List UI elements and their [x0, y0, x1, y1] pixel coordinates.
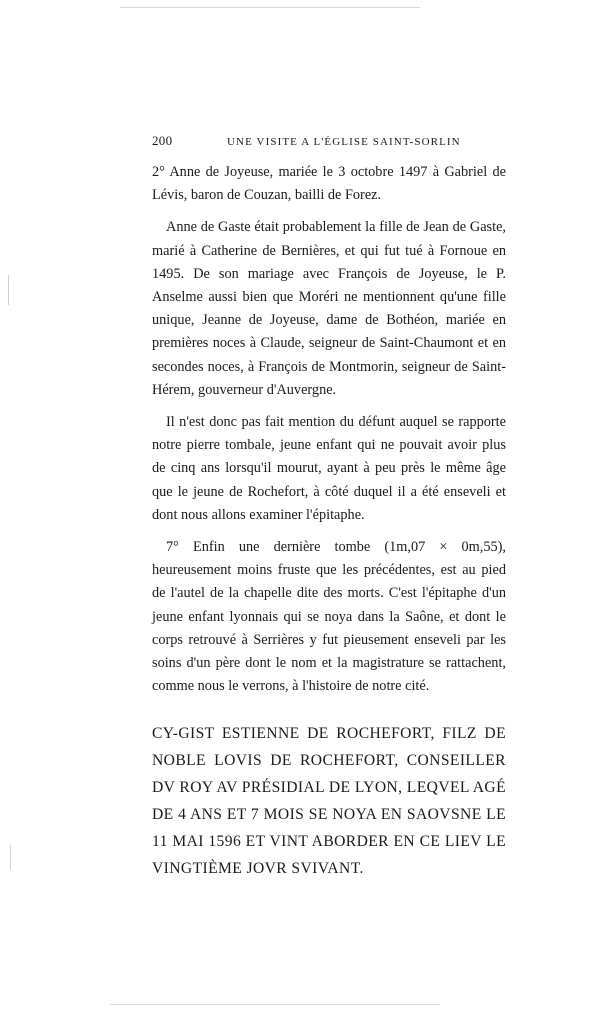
scan-artifact-left-lower [10, 845, 11, 870]
paragraph-3: Il n'est donc pas fait mention du défunt auquel se rapporte notre pierre tombale, jeune enfant qui ne pouvait avoir plus de cinq ans lorsqu'il mourut, ayant à peu près le même âge que le jeune de Rochefort, à côté duquel il a été enseveli et dont nous allons examiner l'épitaphe. [152, 414, 506, 523]
epitaph: CY-GIST ESTIENNE DE ROCHEFORT, FILZ DE NOBLE LOVIS DE ROCHEFORT, CONSEILLER DV ROY AV PRÉSIDIAL DE LYON, LEQVEL AGÉ DE 4 ANS ET 7 MOIS SE NOYA EN SAOVSNE LE 11 MAI 1596 ET VINT ABORDER EN CE LIEV LE VINGTIÈME JOVR SVIVANT. [152, 725, 506, 878]
book-page [152, 133, 506, 898]
paragraph-4: 7° Enfin une dernière tombe (1m,07 × 0m,55), heureusement moins fruste que les précédentes, est au pied de l'autel de la chapelle dite des morts. C'est l'épitaphe d'un jeune enfant lyonnais qui se noya dans la Saône, et dont le corps retrouvé à Serrières y fut pieusement enseveli par les soins d'un père dont le nom et la magistrature se rattachent, comme nous le verrons, à l'histoire de notre cité. [152, 539, 506, 695]
scan-artifact-top [120, 7, 420, 8]
scan-artifact-bottom [110, 1004, 440, 1005]
page-number: 200 [152, 133, 173, 148]
running-title: UNE VISITE A L'ÉGLISE SAINT-SORLIN [227, 136, 461, 148]
scan-artifact-left [8, 275, 9, 305]
running-head [152, 133, 506, 161]
paragraph-2: Anne de Gaste était probablement la fille de Jean de Gaste, marié à Catherine de Bernières, et qui fut tué à Fornoue en 1495. De son mariage avec François de Joyeuse, le P. Anselme aussi bien que Moréri ne mentionnent qu'une fille unique, Jeanne de Joyeuse, dame de Bothéon, mariée en premières noces à Claude, seigneur de Saint-Chaumont et en secondes noces, à François de Montmorin, seigneur de Saint-Hérem, gouverneur d'Auvergne. [152, 219, 506, 398]
paragraph-1: 2° Anne de Joyeuse, mariée le 3 octobre 1497 à Gabriel de Lévis, baron de Couzan, bailli de Forez. [152, 164, 506, 204]
